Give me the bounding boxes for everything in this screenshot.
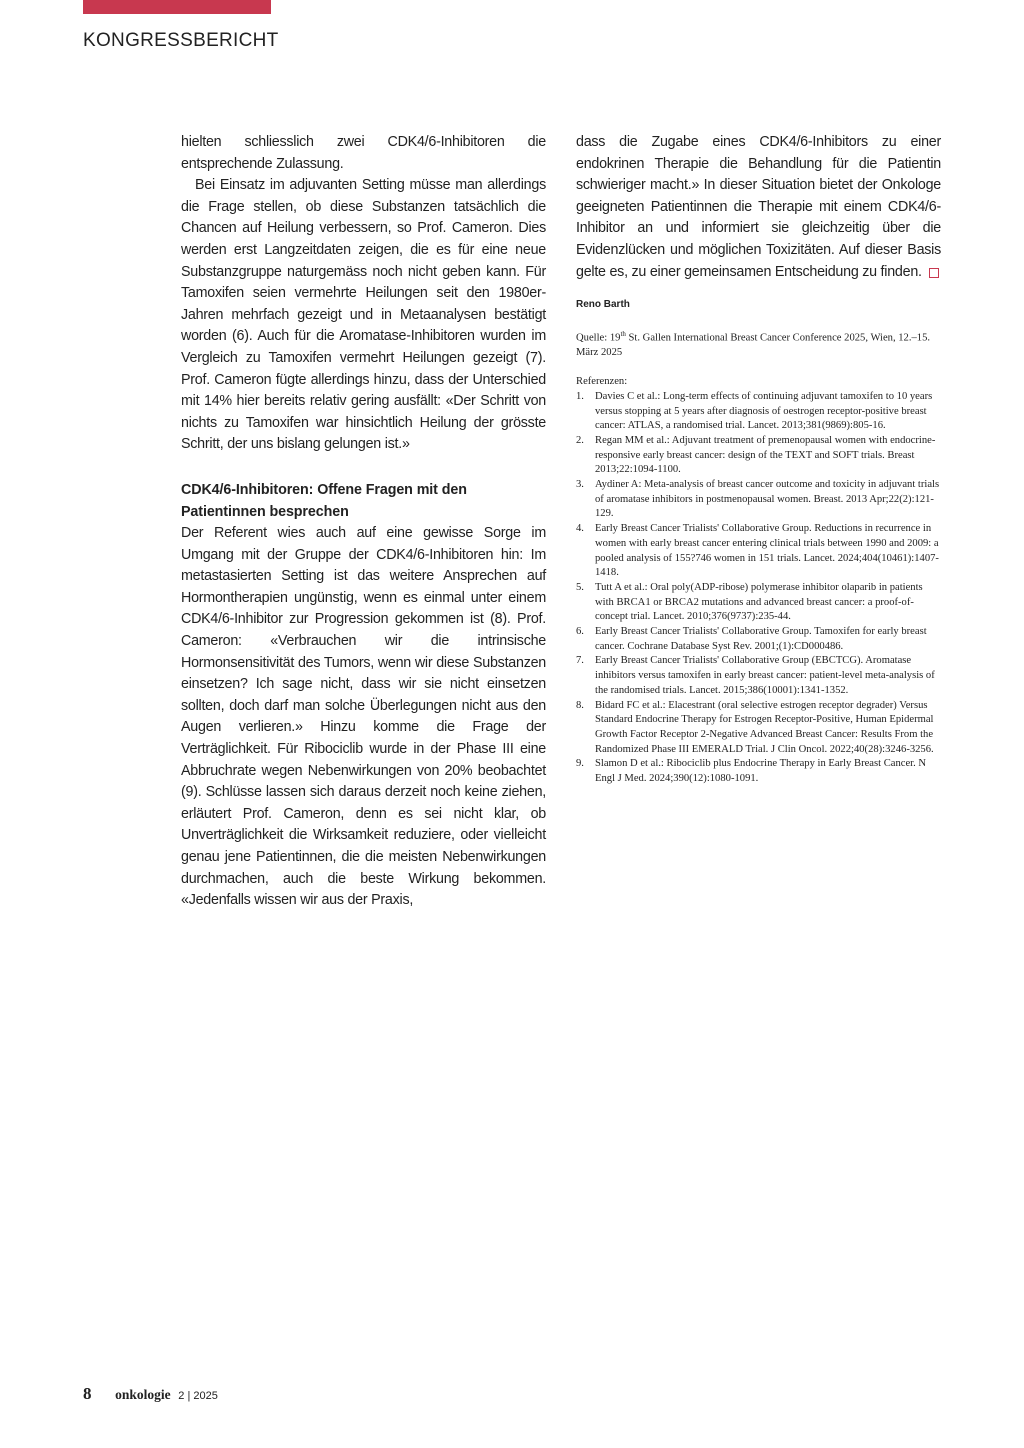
reference-text: Early Breast Cancer Trialists' Collaborative Group. Tamoxifen for early breast cancer. Cochrane Database Syst Rev. 2001;(1):CD000486. bbox=[595, 626, 927, 652]
reference-number: 4. bbox=[576, 523, 584, 535]
reference-text: Early Breast Cancer Trialists' Collaborative Group. Reductions in recurrence in women with early breast cancer entering clinical trials between 1990 and 2009: a pooled analysis of 155?746 women in 151 trials. Lancet. 2024;404(10461):1407-1418. bbox=[595, 523, 939, 579]
reference-list bbox=[576, 390, 941, 787]
section-heading: CDK4/6-Inhibitoren: Offene Fragen mit den Patientinnen besprechen bbox=[181, 481, 467, 520]
reference-text: Tutt A et al.: Oral poly(ADP-ribose) polymerase inhibitor olaparib in patients with BRCA1 or BRCA2 mutations and advanced breast cancer: a proof-of-concept trial. Lancet. 2010;376(9737):235-44. bbox=[595, 581, 923, 623]
section-label: KONGRESSBERICHT bbox=[83, 30, 279, 51]
reference-number: 3. bbox=[576, 479, 584, 491]
reference-number: 7. bbox=[576, 655, 584, 667]
paragraph bbox=[576, 132, 941, 283]
reference-item bbox=[576, 625, 941, 654]
reference-item bbox=[576, 699, 941, 758]
issue-info: 2 | 2025 bbox=[178, 1390, 218, 1402]
end-of-article-icon bbox=[929, 268, 939, 278]
author-name: Reno Barth bbox=[576, 299, 630, 311]
reference-number: 9. bbox=[576, 758, 584, 770]
paragraph: Der Referent wies auch auf eine gewisse Sorge im Umgang mit der Gruppe der CDK4/6-Inhibitoren hin: Im metastasierten Setting ist das weitere Ansprechen auf Hormontherapien ungünstig, wenn es einmal unter einem CDK4/6-Inhibitor zur Progression gekommen ist (8). Prof. Cameron: «Verbrauchen wir die intrinsische Hormonsensitivität des Tumors, wenn wir diese Substanzen einsetzen? Ich sage nicht, dass wir sie nicht einsetzen sollten, doch darf man solche Überlegungen nicht aus den Augen verlieren.» Hinzu komme die Frage der Verträglichkeit. Für Ribociclib wurde in der Phase III eine Abbruchrate wegen Nebenwirkungen von 20% beobachtet (9). Schlüsse lassen sich daraus derzeit noch keine ziehen, erläutert Prof. Cameron, denn es sei nicht klar, ob Unverträglichkeit die Wirksamkeit reduziere, oder vielleicht genau jene Patientinnen, die die meisten Nebenwirkungen durchmachen, auch die beste Wirkung bekommen. «Jedenfalls wissen wir aus der Praxis, bbox=[181, 525, 546, 909]
paragraph: Bei Einsatz im adjuvanten Setting müsse man allerdings die Frage stellen, ob diese Substanzen tatsächlich die Chancen auf Heilung verbessern, so Prof. Cameron. Dies werden erst Langzeitdaten zeigen, die es für eine neue Substanzgruppe naturgemäss noch nicht geben kann. Für Tamoxifen seien vermehrte Heilungen seit den 1980er-Jahren mehrfach gezeigt und in Metaanalysen bestätigt worden (6). Auch für die Aromatase-Inhibitoren wurden im Vergleich zu Tamoxifen vermehrt Heilungen gezeigt (7). Prof. Cameron fügte allerdings hinzu, dass der Unterschied mit 14% hier bereits relativ gering ausfällt: «Der Schritt von nichts zu Tamoxifen war hinsichtlich Heilung der grösste Schritt, der uns bislang gelungen ist.» bbox=[181, 177, 546, 453]
reference-number: 1. bbox=[576, 390, 584, 402]
article-left-column bbox=[181, 132, 546, 912]
page-footer bbox=[83, 1384, 218, 1404]
paragraph: hielten schliesslich zwei CDK4/6-Inhibitoren die entsprechende Zulassung. bbox=[181, 134, 546, 172]
reference-item bbox=[576, 390, 941, 434]
source-note bbox=[576, 327, 941, 361]
paragraph-text: dass die Zugabe eines CDK4/6-Inhibitors zu einer endokrinen Therapie die Behandlung für die Patientin schwieriger macht.» In dieser Situation bietet der Onkologe geeigneten Patientinnen die Therapie mit einem CDK4/6-Inhibitor an und informiert sie gleichzeitig über die Evidenzlücken und möglichen Toxizitäten. Auf dieser Basis gelte es, zu einer gemeinsamen Entscheidung zu finden. bbox=[576, 134, 941, 280]
reference-item bbox=[576, 581, 941, 625]
reference-text: Bidard FC et al.: Elacestrant (oral selective estrogen receptor degrader) Versus Standard Endocrine Therapy for Estrogen Receptor-Positive, Human Epidermal Growth Factor Receptor 2-Negative Advanced Breast Cancer: Results From the Randomized Phase III EMERALD Trial. J Clin Oncol. 2022;40(28):3246-3256. bbox=[595, 699, 934, 755]
reference-text: Aydiner A: Meta-analysis of breast cancer outcome and toxicity in adjuvant trials of aromatase inhibitors in postmenopausal women. Breast. 2013 Apr;22(2):121-129. bbox=[595, 479, 940, 520]
reference-number: 2. bbox=[576, 434, 584, 446]
reference-number: 6. bbox=[576, 626, 584, 638]
source-prefix: Quelle: 19 bbox=[576, 332, 621, 344]
source-text: St. Gallen International Breast Cancer Conference 2025, Wien, 12.–15. März 2025 bbox=[576, 332, 931, 359]
reference-item bbox=[576, 522, 941, 581]
reference-item bbox=[576, 478, 941, 522]
source-superscript: th bbox=[620, 330, 626, 339]
journal-name: onkologie bbox=[115, 1387, 171, 1402]
reference-text: Regan MM et al.: Adjuvant treatment of premenopausal women with endocrine-responsive early breast cancer: design of the TEXT and SOFT trials. Breast 2013;22:1094-1100. bbox=[595, 434, 936, 476]
reference-item bbox=[576, 654, 941, 698]
article-right-column bbox=[576, 132, 941, 787]
references-title: Referenzen: bbox=[576, 376, 628, 388]
header-accent-bar bbox=[83, 0, 271, 14]
reference-item bbox=[576, 434, 941, 478]
reference-text: Slamon D et al.: Ribociclib plus Endocrine Therapy in Early Breast Cancer. N Engl J Med. 2024;390(12):1080-1091. bbox=[595, 758, 927, 785]
reference-text: Early Breast Cancer Trialists' Collaborative Group (EBCTCG). Aromatase inhibitors versus tamoxifen in early breast cancer: patient-level meta-analysis of the randomised trials. Lancet. 2015;386(10001):1341-1352. bbox=[595, 655, 935, 696]
reference-number: 8. bbox=[576, 699, 584, 711]
reference-item bbox=[576, 757, 941, 786]
page-number: 8 bbox=[83, 1384, 92, 1403]
reference-number: 5. bbox=[576, 581, 584, 593]
reference-text: Davies C et al.: Long-term effects of continuing adjuvant tamoxifen to 10 years versus stopping at 5 years after diagnosis of oestrogen receptor-positive breast cancer: ATLAS, a randomised trial. Lancet. 2013;381(9869):805-16. bbox=[595, 390, 933, 432]
